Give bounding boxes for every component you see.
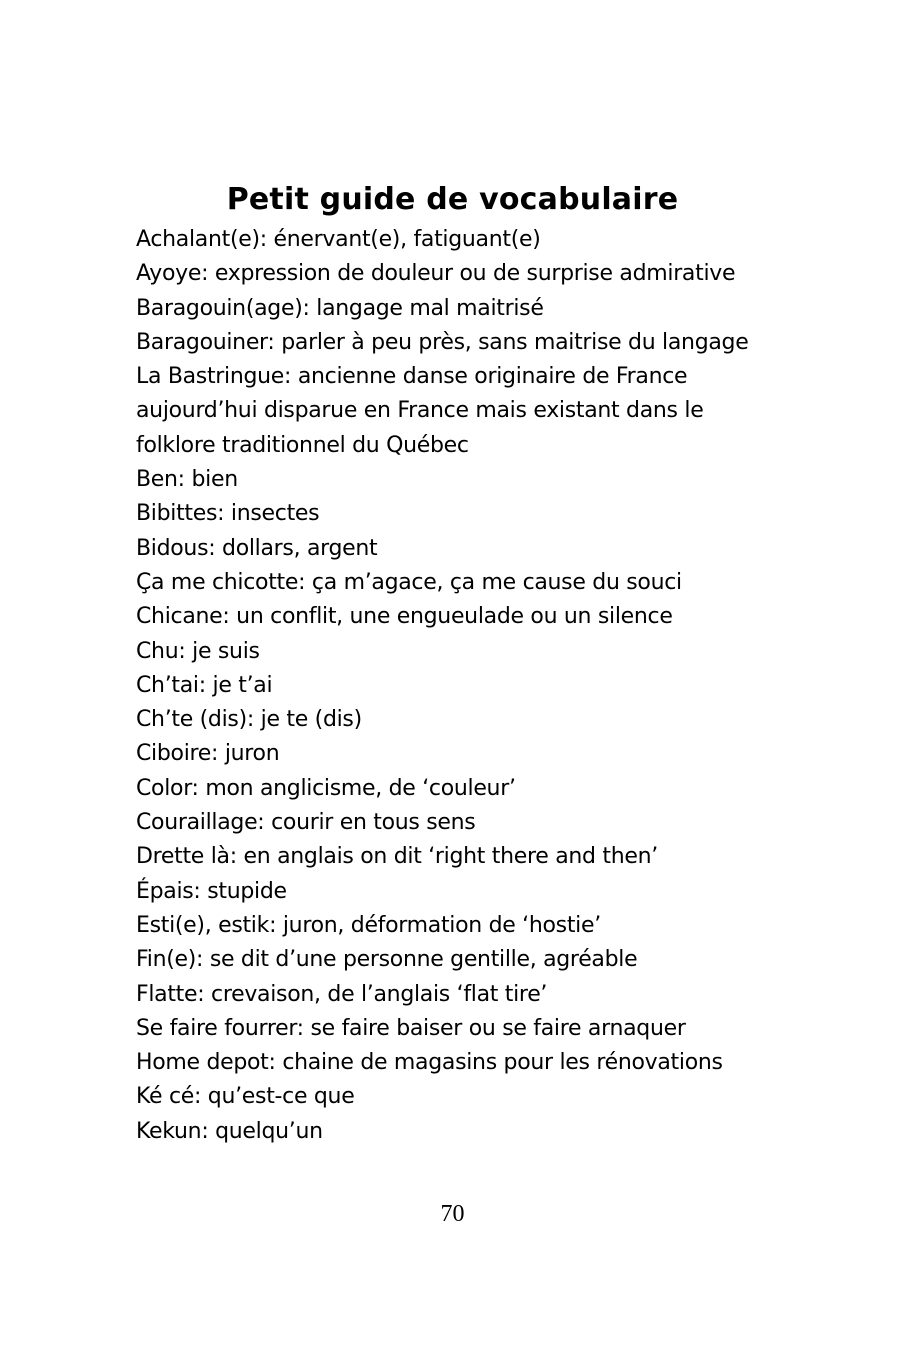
vocabulary-line: Épais: stupide xyxy=(136,878,287,904)
vocabulary-line: Ça me chicotte: ça m’agace, ça me cause du souci xyxy=(136,569,682,595)
vocabulary-line: Esti(e), estik: juron, déformation de ‘hostie’ xyxy=(136,912,601,938)
page-title: Petit guide de vocabulaire xyxy=(226,182,679,217)
vocabulary-line: Achalant(e): énervant(e), fatiguant(e) xyxy=(136,227,541,252)
vocabulary-line: Couraillage: courir en tous sens xyxy=(136,810,476,836)
vocabulary-line: Chu: je suis xyxy=(136,638,260,664)
vocabulary-line: Se faire fourrer: se faire baiser ou se faire arnaquer xyxy=(136,1015,686,1041)
vocabulary-line: La Bastringue: ancienne danse originaire de France xyxy=(136,364,688,390)
vocabulary-line: Ké cé: qu’est-ce que xyxy=(136,1084,355,1110)
vocabulary-line: Ciboire: juron xyxy=(136,741,280,767)
vocabulary-line: aujourd’hui disparue en France mais existant dans le xyxy=(136,398,704,424)
vocabulary-line: Color: mon anglicisme, de ‘couleur’ xyxy=(136,775,516,801)
vocabulary-line: Drette là: en anglais on dit ‘right there and then’ xyxy=(136,844,658,870)
vocabulary-line: Ch’te (dis): je te (dis) xyxy=(136,707,362,733)
vocabulary-line: Bidous: dollars, argent xyxy=(136,535,378,561)
vocabulary-line: Flatte: crevaison, de l’anglais ‘flat tire’ xyxy=(136,981,548,1007)
vocabulary-line: Kekun: quelqu’un xyxy=(136,1118,323,1144)
vocabulary-line: Baragouiner: parler à peu près, sans maitrise du langage xyxy=(136,329,749,355)
vocabulary-list xyxy=(136,223,856,1149)
vocabulary-line: Fin(e): se dit d’une personne gentille, agréable xyxy=(136,947,638,973)
vocabulary-line: Baragouin(age): langage mal maitrisé xyxy=(136,295,544,321)
vocabulary-line: Ch’tai: je t’ai xyxy=(136,672,273,698)
vocabulary-line: folklore traditionnel du Québec xyxy=(136,432,469,458)
vocabulary-line: Ayoye: expression de douleur ou de surprise admirative xyxy=(136,261,736,287)
vocabulary-line: Home depot: chaine de magasins pour les rénovations xyxy=(136,1050,723,1076)
vocabulary-line: Ben: bien xyxy=(136,467,238,493)
page-number: 70 xyxy=(440,1201,465,1227)
vocabulary-line: Bibittes: insectes xyxy=(136,501,320,527)
vocabulary-line: Chicane: un conflit, une engueulade ou un silence xyxy=(136,604,673,630)
